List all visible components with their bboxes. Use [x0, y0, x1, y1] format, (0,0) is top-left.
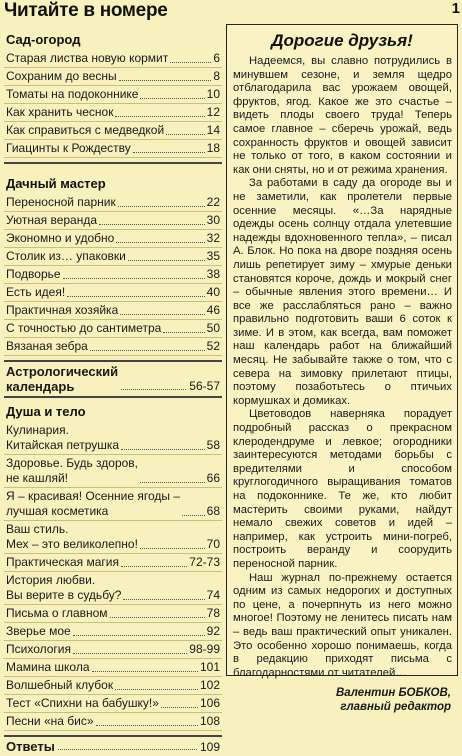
toc-item-page: 22 [206, 195, 220, 209]
toc-item-label: Гиацинты к Рождеству [6, 141, 131, 155]
toc-item-page: 46 [206, 303, 220, 317]
toc-item-page: 56-57 [189, 379, 220, 393]
toc-item[interactable] [4, 554, 222, 572]
toc-leader-dots [115, 116, 204, 117]
toc-leader-dots [99, 224, 205, 225]
toc-leader-dots [119, 80, 212, 81]
toc-item[interactable] [4, 266, 222, 284]
toc-item-label: Ответы [6, 739, 55, 754]
toc-item[interactable] [4, 455, 222, 488]
section-divider [4, 162, 222, 170]
toc-leader-dots [140, 98, 204, 99]
toc-item-page: 35 [206, 249, 220, 263]
toc-item-page: 78 [206, 606, 220, 620]
letter-paragraph: За работами в саду да огороде вы и не заметили, как пролетели первые осенние месяцы. «…За нарядные одежды осень солнцу отдала улетевшие надежды вдохновенного тепла», – писал А. Блок. Но пока на дворе поздняя осень лишь репетирует зиму – хмурые деньки становятся короче, дождь и мокрый снег – обычные явления этого времени… И все же расслабляться рано – важно правильно подготовить ваши 6 соток к зиме. И в этом, как всегда, вам поможет наш календарь работ на ближайший месяц. Не забывайте также о том, что с севера на зимовку прилетают птицы, поэтому позаботьтесь о птичьих кормушках и домиках. [233, 177, 452, 407]
toc-item-label: С точностью до сантиметра [6, 321, 162, 335]
toc-item-page: 74 [206, 588, 220, 602]
toc-leader-dots [140, 482, 205, 483]
toc-item[interactable] [4, 422, 222, 455]
toc-item-page: 38 [206, 267, 220, 281]
toc-item-label: Экономно и удобно [6, 231, 115, 245]
toc-item-page: 40 [206, 285, 220, 299]
toc-item-page: 101 [199, 660, 220, 674]
page-number: 1 [451, 0, 460, 17]
toc-item-page: 18 [206, 141, 220, 155]
toc-item-page: 52 [206, 339, 220, 353]
toc-leader-dots [116, 242, 204, 243]
toc-item-label: Здоровье. Будь здоров, не кашляй! [6, 456, 139, 485]
toc-item-page: 10 [206, 87, 220, 101]
toc-item-page: 30 [206, 213, 220, 227]
toc-item-label: Как хранить чеснок [6, 105, 114, 119]
toc-sections [4, 32, 222, 356]
toc-item-page: 109 [199, 740, 220, 754]
toc-item-page: 32 [206, 231, 220, 245]
toc-leader-dots [92, 671, 198, 672]
toc-item-label: Переносной парник [6, 195, 116, 209]
toc-item-page: 6 [213, 51, 220, 65]
toc-item-label: Практическая магия [6, 555, 120, 569]
toc-leader-dots [58, 749, 197, 750]
toc-item-page: 68 [206, 504, 220, 518]
toc-item-astro-calendar[interactable] [4, 360, 222, 398]
toc-item-label: Уютная веранда [6, 213, 98, 227]
toc-item[interactable] [4, 194, 222, 212]
toc-leader-dots [170, 62, 211, 63]
toc-item-label: История любви. Вы верите в судьбу? [6, 573, 122, 602]
toc-item[interactable] [4, 659, 222, 677]
toc-leader-dots [120, 314, 204, 315]
toc-item[interactable] [4, 50, 222, 68]
toc-leader-dots [133, 152, 205, 153]
toc-item[interactable] [4, 320, 222, 338]
toc-leader-dots [73, 635, 205, 636]
letter-body [227, 55, 457, 680]
toc-item[interactable] [4, 140, 222, 158]
toc-item[interactable] [4, 284, 222, 302]
toc-leader-dots [161, 707, 198, 708]
toc-item-label: Я – красивая! Осенние ягоды – лучшая косметика [6, 489, 181, 518]
toc-item-label: Подворье [6, 267, 61, 281]
toc-item[interactable] [4, 338, 222, 356]
toc-item[interactable] [4, 104, 222, 122]
toc-item-page: 92 [206, 624, 220, 638]
toc-item-page: 108 [199, 714, 220, 728]
toc-item-page: 98-99 [189, 642, 220, 656]
editor-letter [226, 24, 458, 714]
toc-item-page: 66 [206, 471, 220, 485]
toc-item[interactable] [4, 68, 222, 86]
page-title: Читайте в номере [4, 0, 168, 21]
toc-section-title: Дачный мастер [6, 176, 106, 191]
toc-section-title: Сад-огород [6, 32, 81, 47]
toc-item[interactable] [4, 212, 222, 230]
toc-leader-dots [115, 689, 198, 690]
toc-item[interactable] [4, 248, 222, 266]
toc-item-page: 58 [206, 438, 220, 452]
toc-item-page: 12 [206, 105, 220, 119]
toc-item-answers[interactable] [4, 735, 222, 756]
toc-leader-dots [166, 134, 204, 135]
toc-leader-dots [63, 278, 205, 279]
toc-item-page: 72-73 [189, 555, 220, 569]
toc-leader-dots [123, 599, 204, 600]
letter-paragraph: Цветоводов наверняка порадует подробный рассказ о прекрасном клеродендруме и левкое; огородники заинтересуются методами борьбы с вредителями и способом круглогодичного выращивания томатов на подоконнике. Те же, кто любит мастерить своими руками, найдут немало свежих советов и идей – например, как устроить мини-погреб, построить веранду и соорудить переносной парник. [233, 408, 452, 570]
toc-leader-dots [118, 206, 205, 207]
toc-leader-dots [110, 617, 205, 618]
table-of-contents [4, 26, 222, 756]
toc-item[interactable] [4, 572, 222, 605]
toc-item-label: Письма о главном [6, 606, 108, 620]
toc-item[interactable] [4, 230, 222, 248]
toc-item-label: Кулинария. Китайская петрушка [6, 423, 120, 452]
letter-paragraph: Надеемся, вы славно потрудились в минувшем сезоне, и земля щедро отблагодарила вас урожаем овощей, фруктов, ягод. Какое же это счастье – видеть плоды своего труда! Теперь самое главное – сберечь урожай, ведь сохранность фруктов и овощей зависит не только от того, в каком состоянии и как они сняты, но и от режима хранения. [233, 55, 452, 176]
toc-item[interactable] [4, 641, 222, 659]
toc-leader-dots [163, 332, 204, 333]
toc-item-label: Столик из… упаковки [6, 249, 126, 263]
toc-leader-dots [67, 296, 204, 297]
toc-item-label: Старая листва новую кормит [6, 51, 169, 65]
toc-item-label: Психология [6, 642, 71, 656]
toc-item-page: 8 [213, 69, 220, 83]
signature-role: главный редактор [340, 701, 451, 714]
toc-item-page: 106 [199, 696, 220, 710]
toc-item-label: Песни «на бис» [6, 714, 94, 728]
toc-item-label: Зверье мое [6, 624, 71, 638]
toc-item-label: Тест «Спихни на бабушку!» [6, 696, 159, 710]
toc-leader-dots [96, 725, 198, 726]
toc-leader-dots [121, 566, 187, 567]
toc-item[interactable] [4, 677, 222, 695]
letter-title: Дорогие друзья! [271, 31, 413, 50]
toc-item[interactable] [4, 713, 222, 731]
toc-item-label: Мамина школа [6, 660, 90, 674]
toc-leader-dots [121, 389, 186, 390]
toc-item[interactable] [4, 122, 222, 140]
toc-item-label: Волшебный клубок [6, 678, 114, 692]
toc-item[interactable] [4, 623, 222, 641]
toc-item[interactable] [4, 521, 222, 554]
toc-item[interactable] [4, 695, 222, 713]
toc-leader-dots [121, 449, 205, 450]
toc-section-title: Душа и тело [6, 404, 86, 419]
toc-item-label: Вязаная зебра [6, 339, 88, 353]
toc-leader-dots [182, 515, 205, 516]
signature-name: Валентин БОБКОВ, [335, 687, 451, 700]
toc-item-label: Практичная хозяйка [6, 303, 119, 317]
toc-leader-dots [73, 653, 187, 654]
toc-item-label: Сохраним до весны [6, 69, 117, 83]
toc-leader-dots [90, 350, 205, 351]
toc-item-label: Есть идея! [6, 285, 66, 299]
toc-item[interactable] [4, 605, 222, 623]
toc-item-label: Томаты на подоконнике [6, 87, 139, 101]
toc-item-page: 70 [206, 537, 220, 551]
letter-paragraph: Наш журнал по-прежнему остается одним из самых недорогих и доступных по цене, а почерпнуть из него можно многое! Поэтому не ленитесь писать нам – ведь ваш практический опыт уникален. Это особенно хорошо понимаешь, когда в редакцию приходят письма с благодарностями от читателей… [233, 571, 452, 679]
toc-item[interactable] [4, 488, 222, 521]
toc-leader-dots [128, 260, 205, 261]
toc-item[interactable] [4, 302, 222, 320]
toc-item-label: Как справиться с медведкой [6, 123, 165, 137]
toc-item-page: 50 [206, 321, 220, 335]
toc-item-page: 102 [199, 678, 220, 692]
toc-item-label: Астрологический календарь [6, 364, 119, 394]
toc-item-page: 14 [206, 123, 220, 137]
toc-item[interactable] [4, 86, 222, 104]
toc-item-label: Ваш стиль. Мех – это великолепно! [6, 522, 138, 551]
letter-signature [227, 686, 451, 714]
toc-leader-dots [140, 548, 205, 549]
